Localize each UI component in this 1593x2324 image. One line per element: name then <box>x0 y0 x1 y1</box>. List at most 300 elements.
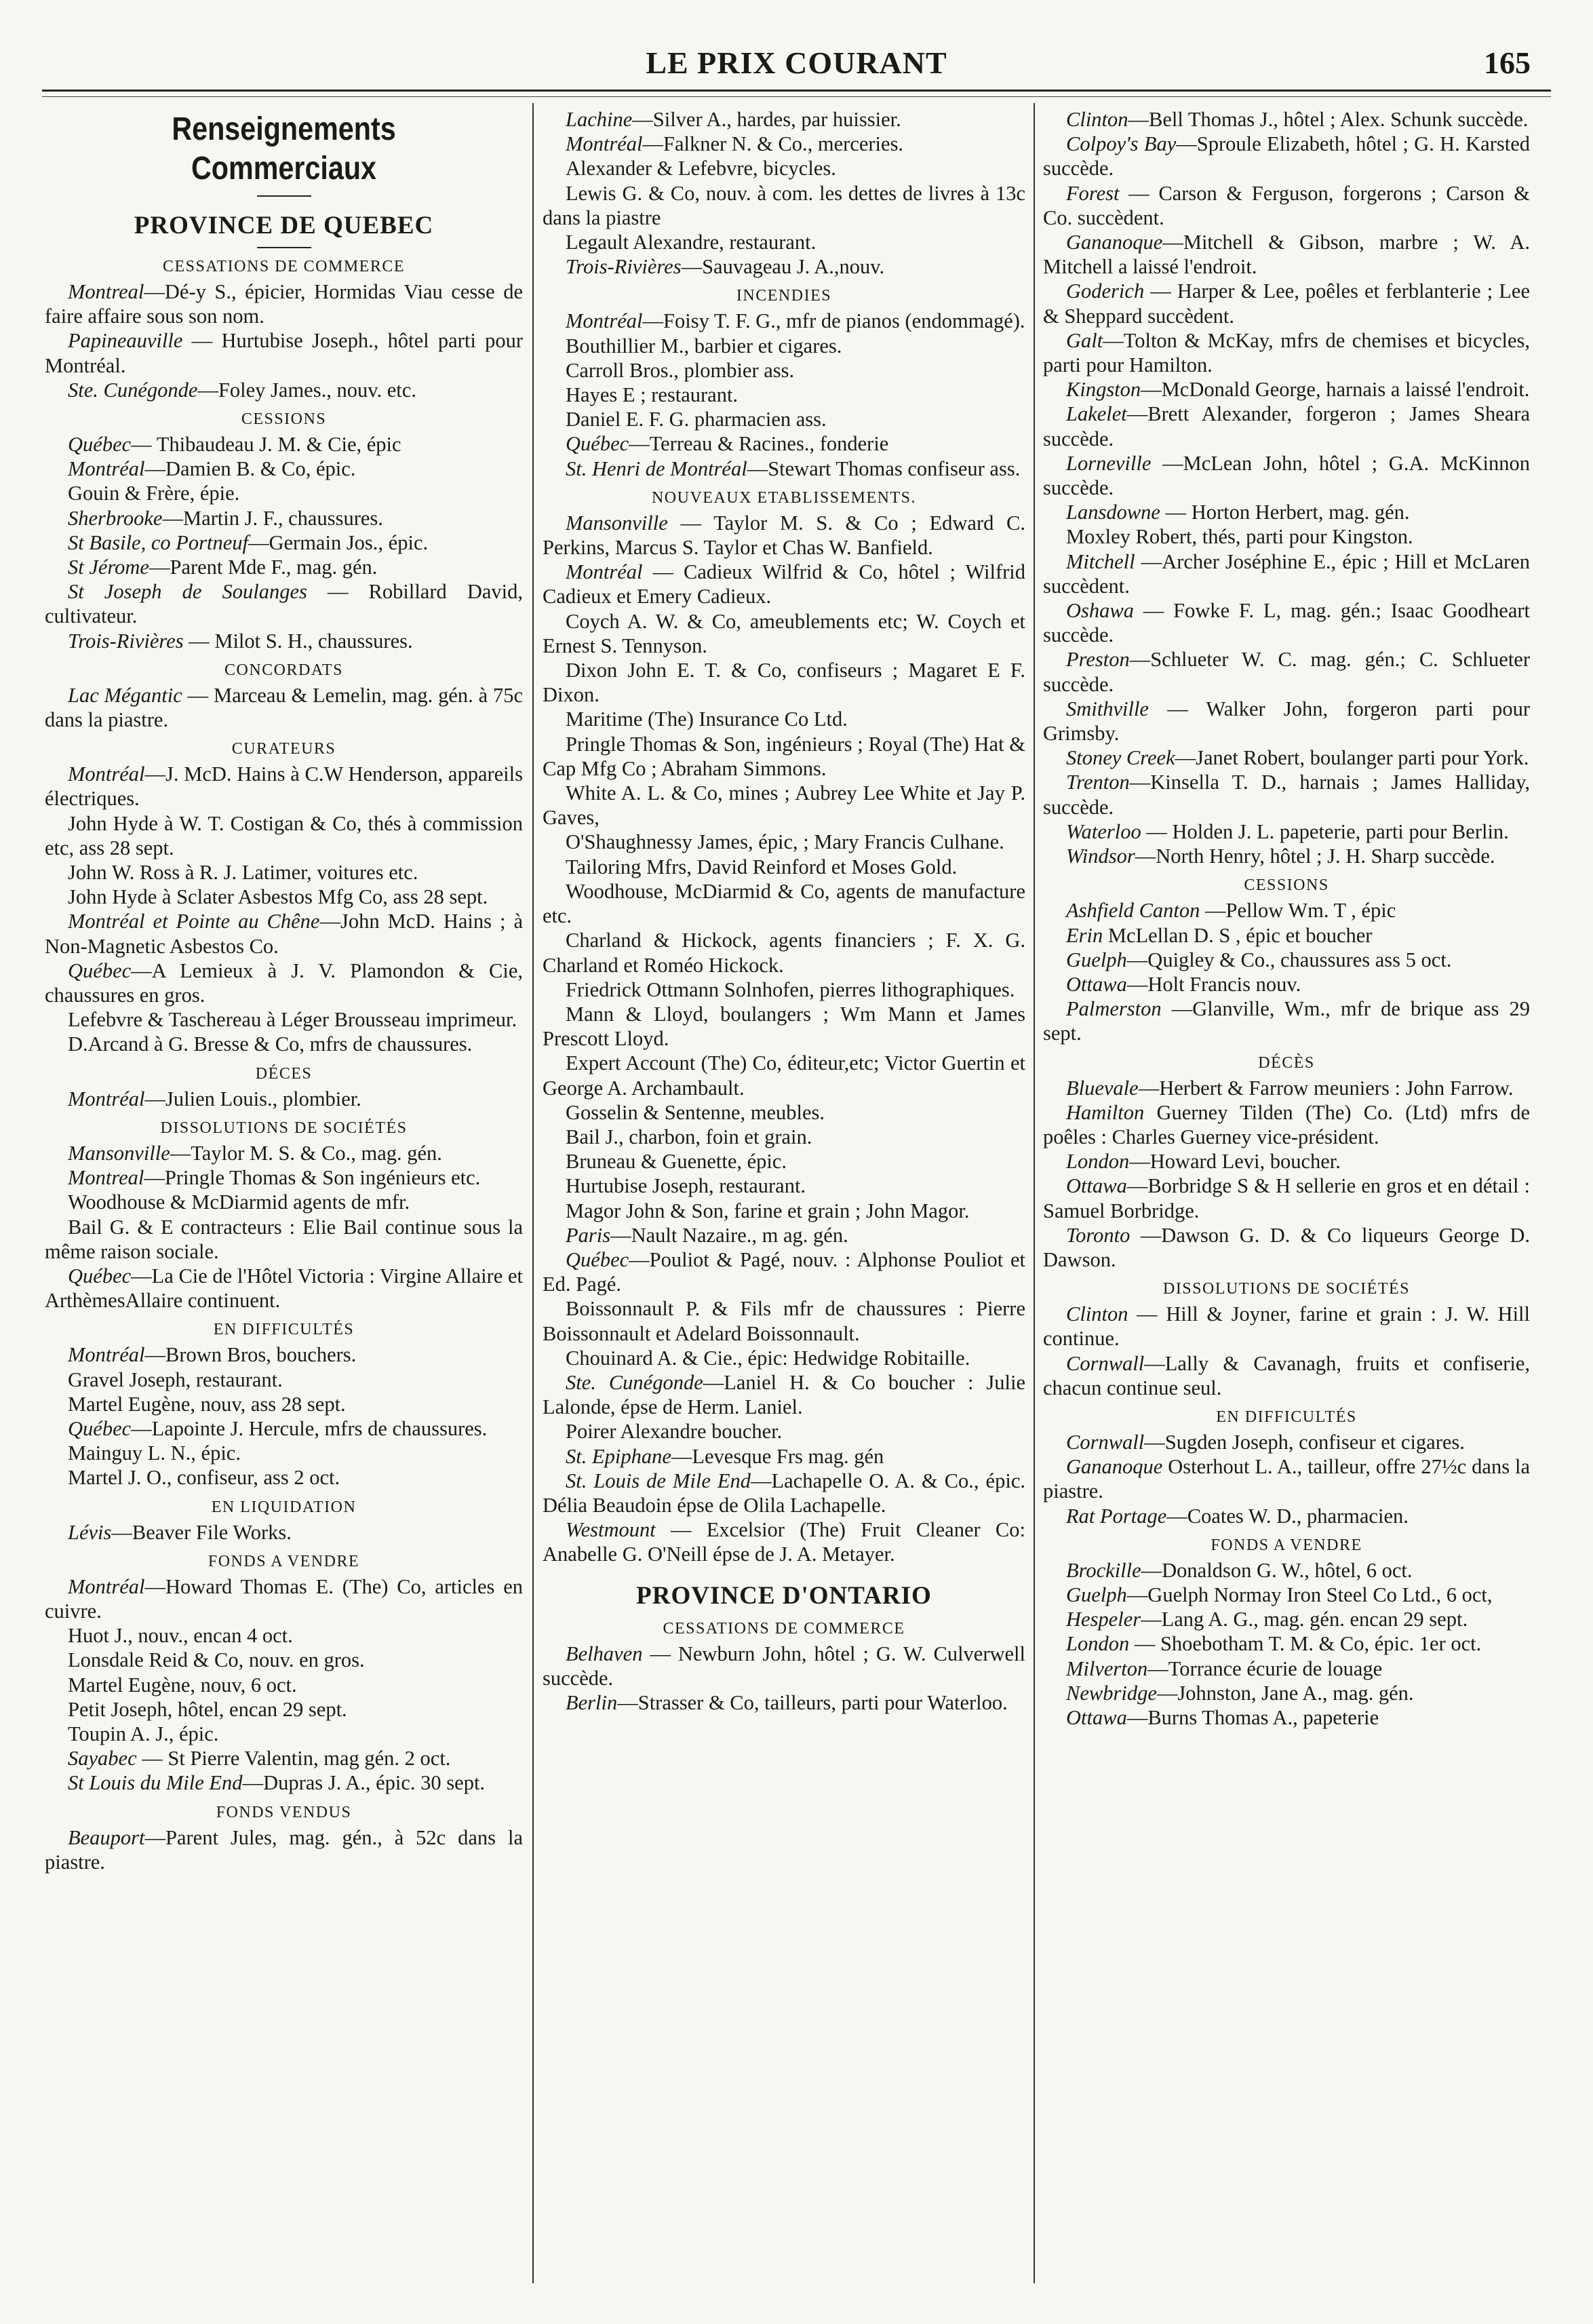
entry-text: —Tolton & McKay, mfrs de chemises et bicycles, parti pour Hamilton. <box>1043 328 1530 377</box>
subsection-heading: CESSIONS <box>241 410 327 429</box>
notice-entry <box>1043 1681 1530 1705</box>
place-name: Rat Portage <box>1066 1504 1167 1528</box>
place-name: Oshawa <box>1066 599 1134 623</box>
place-name: Paris <box>566 1223 611 1247</box>
entry-text: —Donaldson G. W., hôtel, 6 oct. <box>1141 1558 1413 1582</box>
notice-entry <box>543 181 1025 230</box>
notice-entry <box>1043 923 1530 948</box>
place-name: Cornwall <box>1066 1351 1145 1375</box>
place-name: Kingston <box>1066 378 1141 402</box>
entry-text: Charland & Hickock, agents financiers ; F. X. G. Charland et Roméo Hickock. <box>543 929 1025 977</box>
notice-entry <box>543 407 1025 431</box>
notice-entry <box>45 1416 523 1441</box>
entry-text: —Foisy T. F. G., mfr de pianos (endommagé). <box>642 309 1025 333</box>
place-name: Mansonville <box>68 1141 170 1165</box>
notice-entry <box>543 132 1025 156</box>
entry-text: —A Lemieux à J. V. Plamondon & Cie, chaussures en gros. <box>45 958 523 1007</box>
entry-text: Maritime (The) Insurance Co Ltd. <box>566 708 848 731</box>
notice-entry <box>45 1465 523 1490</box>
entry-text: Huot J., nouv., encan 4 oct. <box>68 1624 293 1648</box>
entry-text: —Pellow Wm. T , épic <box>1200 899 1396 923</box>
notice-entry <box>1043 377 1530 402</box>
entry-text: —Levesque Frs mag. gén <box>671 1444 884 1468</box>
place-name: London <box>1066 1632 1130 1656</box>
notice-entry <box>1043 1223 1530 1272</box>
notice-entry <box>1043 1100 1530 1149</box>
notice-entry <box>1043 549 1530 598</box>
notice-entry <box>1043 844 1530 868</box>
notice-entry <box>543 1346 1025 1370</box>
entry-text: Bouthillier M., barbier et cigares. <box>566 334 842 357</box>
notice-entry <box>543 1149 1025 1174</box>
entry-text: —Bell Thomas J., hôtel ; Alex. Schunk succède. <box>1128 108 1529 131</box>
notice-entry <box>45 811 523 860</box>
entry-text: Magor John & Son, farine et grain ; John Magor. <box>566 1199 970 1222</box>
notice-entry <box>1043 1076 1530 1100</box>
entry-text: —Laniel H. & Co boucher : Julie Lalonde, épse de Herm. Laniel. <box>543 1370 1025 1419</box>
place-name: Gananoque <box>1066 231 1163 254</box>
place-name: Beauport <box>68 1825 145 1849</box>
entry-text: —McLean John, hôtel ; G.A. McKinnon succède. <box>1043 451 1530 500</box>
place-name: Trois-Rivières <box>566 255 682 279</box>
entry-text: — Shoebotham T. M. & Co, épic. 1er oct. <box>1129 1632 1482 1656</box>
notice-entry <box>45 1574 523 1623</box>
notice-entry <box>45 1746 523 1770</box>
notice-entry <box>1043 1607 1530 1631</box>
entry-text: —Burns Thomas A., papeterie <box>1126 1705 1379 1729</box>
notice-entry <box>1043 1504 1530 1528</box>
place-name: Brockille <box>1066 1558 1141 1582</box>
entry-text: —Pouliot & Pagé, nouv. : Alphonse Pouliot et Ed. Pagé. <box>543 1247 1025 1296</box>
notice-entry <box>45 1770 523 1795</box>
column-1-sections <box>45 255 523 1874</box>
notice-entry <box>1043 972 1530 996</box>
notice-entry <box>543 1642 1025 1690</box>
entry-text: D.Arcand à G. Bresse & Co, mfrs de chaussures. <box>68 1032 473 1056</box>
entry-text: Boissonnault P. & Fils mfr de chaussures : Pierre Boissonnault et Adelard Boissonnault. <box>543 1297 1025 1345</box>
notice-entry <box>45 279 523 328</box>
column-3 <box>1043 107 1530 2283</box>
notice-entry <box>45 579 523 628</box>
subsection-heading: INCENDIES <box>736 287 832 305</box>
place-name: Québec <box>566 1247 629 1271</box>
entry-text: Chouinard A. & Cie., épic: Hedwidge Robitaille. <box>566 1346 970 1370</box>
entry-text: Tailoring Mfrs, David Reinford et Moses Gold. <box>566 855 958 878</box>
notice-entry <box>1043 524 1530 549</box>
place-name: St Basile, co Portneuf <box>68 530 248 554</box>
entry-text: Bail G. & E contracteurs : Elie Bail continue sous la même raison sociale. <box>45 1215 523 1263</box>
entry-text: —Archer Joséphine E., épic ; Hill et McLaren succèdent. <box>1043 549 1530 598</box>
entry-text: —Pringle Thomas & Son ingénieurs etc. <box>144 1166 481 1190</box>
entry-text: — Excelsior (The) Fruit Cleaner Co: Anabelle G. O'Neill épse de J. A. Metayer. <box>543 1518 1025 1566</box>
subsection-heading: EN DIFFICULTÉS <box>213 1321 355 1339</box>
notice-entry <box>543 1125 1025 1149</box>
notice-entry <box>543 1370 1025 1419</box>
notice-entry <box>543 156 1025 180</box>
entry-text: John Hyde à Sclater Asbestos Mfg Co, ass 28 sept. <box>68 885 488 909</box>
notice-entry <box>45 1190 523 1214</box>
notice-entry <box>543 1100 1025 1125</box>
place-name: Preston <box>1066 648 1130 672</box>
place-name: Mansonville <box>566 511 668 535</box>
place-name: St Joseph de Soulanges <box>68 580 307 604</box>
place-name: Forest <box>1066 181 1120 205</box>
notice-entry <box>45 1032 523 1056</box>
place-name: Palmerston <box>1066 997 1162 1021</box>
place-name: Lansdowne <box>1066 501 1160 524</box>
notice-entry <box>45 1141 523 1165</box>
entry-text: Petit Joseph, hôtel, encan 29 sept. <box>68 1697 347 1721</box>
notice-entry <box>45 506 523 530</box>
entry-text: Legault Alexandre, restaurant. <box>566 231 817 254</box>
entry-text: — Walker John, forgeron parti pour Grimsby. <box>1043 697 1530 745</box>
notice-entry <box>1043 1174 1530 1222</box>
notice-entry <box>1043 598 1530 647</box>
entry-text: — Horton Herbert, mag. gén. <box>1160 501 1410 524</box>
place-name: Galt <box>1066 328 1103 352</box>
entry-text: —Lally & Cavanagh, fruits et confiserie, chacun continue seul. <box>1043 1351 1530 1399</box>
notice-entry <box>543 609 1025 658</box>
entry-text: Mann & Lloyd, boulangers ; Wm Mann et James Prescott Lloyd. <box>543 1002 1025 1051</box>
notice-entry <box>543 230 1025 254</box>
entry-text: —Nault Nazaire., m ag. gén. <box>610 1223 848 1247</box>
entry-text: O'Shaughnessy James, épic, ; Mary Francis Culhane. <box>566 830 1004 854</box>
notice-entry <box>543 334 1025 358</box>
entry-text: Daniel E. F. G. pharmacien ass. <box>566 408 827 431</box>
notice-entry <box>45 328 523 377</box>
divider <box>257 195 311 197</box>
entry-text: Gosselin & Sentenne, meubles. <box>566 1100 825 1124</box>
place-name: St Louis du Mile End <box>68 1771 243 1795</box>
entry-text: Osterhout L. A., tailleur, offre 27½c dans la piastre. <box>1043 1455 1530 1503</box>
entry-text: Coych A. W. & Co, ameublements etc; W. Coych et Ernest S. Tennyson. <box>543 609 1025 657</box>
province-heading: PROVINCE DE QUEBEC <box>134 212 434 239</box>
entry-text: —Johnston, Jane A., mag. gén. <box>1156 1681 1414 1705</box>
notice-entry <box>45 1697 523 1722</box>
notice-entry <box>543 1247 1025 1296</box>
place-name: St. Louis de Mile End <box>566 1469 751 1492</box>
notice-entry <box>1043 996 1530 1045</box>
place-name: Québec <box>566 432 629 456</box>
running-header <box>42 39 1551 87</box>
entry-text: Lewis G. & Co, nouv. à com. les dettes de livres à 13c dans la piastre <box>543 181 1025 229</box>
notice-entry <box>1043 1558 1530 1583</box>
notice-entry <box>45 457 523 481</box>
place-name: Cornwall <box>1066 1430 1145 1454</box>
entry-text: —Glanville, Wm., mfr de brique ass 29 sept. <box>1043 997 1530 1045</box>
entry-text: —Stewart Thomas confiseur ass. <box>747 457 1021 480</box>
entry-text: —Terreau & Racines., fonderie <box>629 432 889 456</box>
place-name: Mitchell <box>1066 549 1135 573</box>
entry-text: —Holt Francis nouv. <box>1126 972 1301 996</box>
entry-text: —Herbert & Farrow meuniers : John Farrow. <box>1138 1076 1514 1100</box>
column-1 <box>45 107 523 2283</box>
column-divider <box>532 103 534 2283</box>
page-number: 165 <box>1484 45 1531 80</box>
place-name: Smithville <box>1066 697 1149 720</box>
entry-text: Gravel Joseph, restaurant. <box>68 1368 283 1391</box>
entry-text: —Lachapelle O. A. & Co., épic. Délia Beaudoin épse de Olila Lachapelle. <box>543 1469 1025 1517</box>
entry-text: John Hyde à W. T. Costigan & Co, thés à commission etc, ass 28 sept. <box>45 811 523 859</box>
place-name: Montréal <box>566 560 643 584</box>
subsection-heading: DÉCES <box>255 1064 313 1083</box>
notice-entry <box>45 378 523 402</box>
notice-entry <box>45 1648 523 1672</box>
notice-entry <box>543 383 1025 407</box>
place-name: Sayabec <box>68 1747 137 1770</box>
notice-entry <box>1043 819 1530 844</box>
notice-entry <box>543 254 1025 279</box>
entry-text: — Holden J. L. papeterie, parti pour Berlin. <box>1141 819 1509 843</box>
entry-text: —John McD. Hains ; à Non-Magnetic Asbestos Co. <box>45 910 523 958</box>
entry-text: — Milot S. H., chaussures. <box>183 629 413 653</box>
notice-entry <box>1043 1631 1530 1656</box>
entry-text: — Fowke F. L, mag. gén.; Isaac Goodheart succède. <box>1043 599 1530 647</box>
place-name: Ashfield Canton <box>1066 899 1200 923</box>
entry-text: — Taylor M. S. & Co ; Edward C. Perkins, Marcus S. Taylor et Chas W. Banfield. <box>543 511 1025 560</box>
notice-entry <box>45 629 523 653</box>
entry-text: John W. Ross à R. J. Latimer, voitures etc. <box>68 861 418 885</box>
entry-text: —Lang A. G., mag. gén. encan 29 sept. <box>1141 1608 1468 1631</box>
entry-text: —Schlueter W. C. mag. gén.; C. Schlueter succède. <box>1043 648 1530 696</box>
entry-text: — Robillard David, cultivateur. <box>45 580 523 628</box>
subsection-heading: CESSIONS <box>1244 876 1329 895</box>
place-name: Trois-Rivières <box>68 629 184 653</box>
province-heading: PROVINCE D'ONTARIO <box>636 1581 932 1610</box>
entry-text: Carroll Bros., plombier ass. <box>566 358 795 382</box>
entry-text: —Sproule Elizabeth, hôtel ; G. H. Karsted succède. <box>1043 132 1530 180</box>
section-main-title: Renseignements Commerciaux <box>172 111 396 187</box>
entry-text: — Cadieux Wilfrid & Co, hôtel ; Wilfrid Cadieux et Emery Cadieux. <box>543 560 1025 608</box>
notice-entry <box>45 683 523 732</box>
entry-text: —La Cie de l'Hôtel Victoria : Virgine Allaire et ArthèmesAllaire continuent. <box>45 1264 523 1313</box>
place-name: Montréal <box>68 762 145 786</box>
notice-entry <box>543 1296 1025 1345</box>
entry-text: —Quigley & Co., chaussures ass 5 oct. <box>1126 948 1452 971</box>
place-name: Ottawa <box>1066 972 1127 996</box>
header-rule <box>42 90 1551 92</box>
place-name: Milverton <box>1066 1657 1148 1680</box>
place-name: Trenton <box>1066 771 1130 794</box>
notice-entry <box>45 1392 523 1416</box>
notice-entry <box>45 958 523 1007</box>
notice-entry <box>45 909 523 958</box>
place-name: Berlin <box>566 1690 618 1714</box>
place-name: Clinton <box>1066 108 1128 131</box>
notice-entry <box>543 1469 1025 1517</box>
entry-text: Expert Account (The) Co, éditeur,etc; Victor Guertin et George A. Archambault. <box>543 1051 1025 1100</box>
place-name: Hamilton <box>1066 1100 1145 1124</box>
subsection-heading: EN LIQUIDATION <box>211 1498 357 1516</box>
notice-entry <box>543 658 1025 707</box>
entry-text: — Hill & Joyner, farine et grain : J. W. Hill continue. <box>1043 1302 1530 1351</box>
notice-entry <box>1043 230 1530 279</box>
notice-entry <box>543 732 1025 781</box>
entry-text: —Beaver File Works. <box>111 1520 292 1544</box>
entry-text: —Torrance écurie de louage <box>1147 1657 1383 1680</box>
place-name: Montreal <box>68 1166 144 1190</box>
notice-entry <box>45 1368 523 1392</box>
notice-entry <box>45 1264 523 1313</box>
notice-entry <box>543 511 1025 560</box>
notice-entry <box>543 358 1025 383</box>
place-name: Guelph <box>1066 1583 1127 1606</box>
notice-entry <box>543 107 1025 132</box>
entry-text: —J. McD. Hains à C.W Henderson, appareils électriques. <box>45 762 523 811</box>
subsection-heading: CESSATIONS DE COMMERCE <box>663 1619 905 1638</box>
place-name: Stoney Creek <box>1066 746 1175 770</box>
entry-text: Toupin A. J., épic. <box>68 1722 219 1745</box>
subsection-heading: EN DIFFICULTÉS <box>1216 1408 1357 1426</box>
notice-entry <box>1043 647 1530 696</box>
subsection-heading: CESSATIONS DE COMMERCE <box>162 258 406 275</box>
notice-entry <box>543 457 1025 481</box>
notice-entry <box>45 885 523 909</box>
entry-text: —Brett Alexander, forgeron ; James Sheara succède. <box>1043 402 1530 450</box>
entry-text: — Carson & Ferguson, forgerons ; Carson & Co. succèdent. <box>1043 181 1530 229</box>
column-2 <box>543 107 1025 2283</box>
entry-text: McLellan D. S , épic et boucher <box>1103 923 1373 947</box>
entry-text: —Mitchell & Gibson, marbre ; W. A. Mitchell a laissé l'endroit. <box>1043 231 1530 279</box>
subsection-heading: CURATEURS <box>231 740 336 758</box>
notice-entry <box>543 977 1025 1002</box>
place-name: Hespeler <box>1066 1608 1141 1631</box>
place-name: Lac Mégantic <box>68 683 182 707</box>
subsection-heading: FONDS A VENDRE <box>208 1552 360 1570</box>
entry-text: —Dupras J. A., épic. 30 sept. <box>242 1771 486 1795</box>
notice-entry <box>45 860 523 885</box>
notice-entry <box>543 1419 1025 1444</box>
notice-entry <box>45 1520 523 1545</box>
place-name: Papineauville <box>68 329 183 353</box>
place-name: Québec <box>68 1416 132 1440</box>
entry-text: Martel Eugène, nouv, 6 oct. <box>68 1673 297 1697</box>
entry-text: — Newburn John, hôtel ; G. W. Culverwell succède. <box>543 1642 1025 1690</box>
notice-entry <box>45 555 523 579</box>
entry-text: Mainguy L. N., épic. <box>68 1441 241 1465</box>
notice-entry <box>1043 1583 1530 1607</box>
entry-text: — Marceau & Lemelin, mag. gén. à 75c dans la piastre. <box>45 683 523 732</box>
entry-text: —Sauvageau J. A.,nouv. <box>681 255 885 279</box>
place-name: Ottawa <box>1066 1174 1127 1198</box>
place-name: Newbridge <box>1066 1681 1157 1705</box>
entry-text: — Harper & Lee, poêles et ferblanterie ; Lee & Sheppard succèdent. <box>1043 279 1530 328</box>
entry-text: Hurtubise Joseph, restaurant. <box>566 1174 806 1198</box>
notice-entry <box>1043 181 1530 230</box>
place-name: Lachine <box>566 108 633 131</box>
entry-text: —Sugden Joseph, confiseur et cigares. <box>1144 1430 1465 1454</box>
column-2-sections <box>543 107 1025 1567</box>
entry-text: Dixon John E. T. & Co, confiseurs ; Magaret E F. Dixon. <box>543 659 1025 707</box>
entry-text: —North Henry, hôtel ; J. H. Sharp succède. <box>1135 845 1495 868</box>
notice-entry <box>1043 948 1530 972</box>
entry-text: —Brown Bros, bouchers. <box>144 1343 357 1367</box>
entry-text: —Janet Robert, boulanger parti pour York. <box>1175 746 1529 770</box>
notice-entry <box>45 530 523 555</box>
entry-text: —Guelph Normay Iron Steel Co Ltd., 6 oct, <box>1126 1583 1493 1606</box>
place-name: Lévis <box>68 1520 112 1544</box>
place-name: Québec <box>68 433 132 457</box>
entry-text: —Falkner N. & Co., merceries. <box>642 132 904 156</box>
entry-text: —Coates W. D., pharmacien. <box>1166 1504 1409 1528</box>
entry-text: Lefebvre & Taschereau à Léger Brousseau imprimeur. <box>68 1008 517 1032</box>
entry-text: —Howard Thomas E. (The) Co, articles en cuivre. <box>45 1574 523 1623</box>
place-name: Colpoy's Bay <box>1066 132 1177 156</box>
place-name: Guelph <box>1066 948 1127 971</box>
place-name: St Jérome <box>68 556 149 579</box>
place-name: Toronto <box>1066 1223 1130 1247</box>
entry-text: —Parent Mde F., mag. gén. <box>149 556 378 579</box>
notice-entry <box>543 879 1025 928</box>
entry-text: —Martin J. F., chaussures. <box>162 506 383 530</box>
place-name: Erin <box>1066 923 1103 947</box>
place-name: Clinton <box>1066 1302 1128 1326</box>
notice-entry <box>45 1673 523 1697</box>
notice-entry <box>543 1051 1025 1100</box>
notice-entry <box>543 431 1025 456</box>
subsection-heading: DISSOLUTIONS DE SOCIÉTÉS <box>1162 1280 1410 1298</box>
entry-text: White A. L. & Co, mines ; Aubrey Lee White et Jay P. Gaves, <box>543 781 1025 830</box>
entry-text: Bail J., charbon, foin et grain. <box>566 1125 812 1148</box>
subsection-heading: DÉCÈS <box>1258 1053 1315 1072</box>
notice-entry <box>543 830 1025 854</box>
entry-text: —Taylor M. S. & Co., mag. gén. <box>170 1141 442 1165</box>
notice-entry <box>543 707 1025 731</box>
notice-entry <box>1043 770 1530 819</box>
column-2-ontario-sections <box>543 1617 1025 1716</box>
entry-text: —Kinsella T. D., harnais ; James Halliday, succède. <box>1043 771 1530 819</box>
entry-text: —Parent Jules, mag. gén., à 52c dans la piastre. <box>45 1825 523 1874</box>
entry-text: — Hurtubise Joseph., hôtel parti pour Montréal. <box>45 329 523 377</box>
notice-entry <box>543 1444 1025 1469</box>
entry-text: — St Pierre Valentin, mag gén. 2 oct. <box>136 1747 451 1770</box>
notice-entry <box>1043 132 1530 180</box>
place-name: Québec <box>68 1264 132 1287</box>
subsection-heading: DISSOLUTIONS DE SOCIÉTÉS <box>160 1119 408 1137</box>
notice-entry <box>1043 107 1530 132</box>
subsection-heading: NOUVEAUX ETABLISSEMENTS. <box>651 488 917 507</box>
place-name: Ste. Cunégonde <box>68 378 198 402</box>
entry-text: Guerney Tilden (The) Co. (Ltd) mfrs de poêles : Charles Guerney vice-président. <box>1043 1100 1530 1148</box>
entry-text: —Silver A., hardes, par huissier. <box>632 108 901 131</box>
notice-entry <box>543 1002 1025 1051</box>
notice-entry <box>543 1517 1025 1566</box>
subsection-heading: FONDS A VENDRE <box>1211 1536 1362 1554</box>
entry-text: —Foley James., nouv. etc. <box>197 378 416 402</box>
entry-text: Lonsdale Reid & Co, nouv. en gros. <box>68 1648 365 1672</box>
notice-entry <box>1043 697 1530 745</box>
entry-text: —Julien Louis., plombier. <box>144 1087 361 1110</box>
notice-entry <box>1043 279 1530 328</box>
notice-entry <box>1043 1454 1530 1503</box>
column-3-sections <box>1043 107 1530 1730</box>
notice-entry <box>543 560 1025 608</box>
place-name: Gananoque <box>1066 1455 1163 1479</box>
notice-entry <box>45 1441 523 1465</box>
notice-entry <box>543 1199 1025 1223</box>
notice-entry <box>1043 745 1530 770</box>
notice-entry <box>45 1825 523 1874</box>
notice-entry <box>1043 1430 1530 1454</box>
entry-text: —Lapointe J. Hercule, mfrs de chaussures. <box>131 1416 488 1440</box>
notice-entry <box>1043 451 1530 500</box>
notice-entry <box>543 1174 1025 1198</box>
place-name: Montreal <box>68 280 144 303</box>
subsection-heading: CONCORDATS <box>224 661 344 679</box>
notice-entry <box>45 1165 523 1190</box>
place-name: Ottawa <box>1066 1705 1127 1729</box>
notice-entry <box>543 781 1025 830</box>
